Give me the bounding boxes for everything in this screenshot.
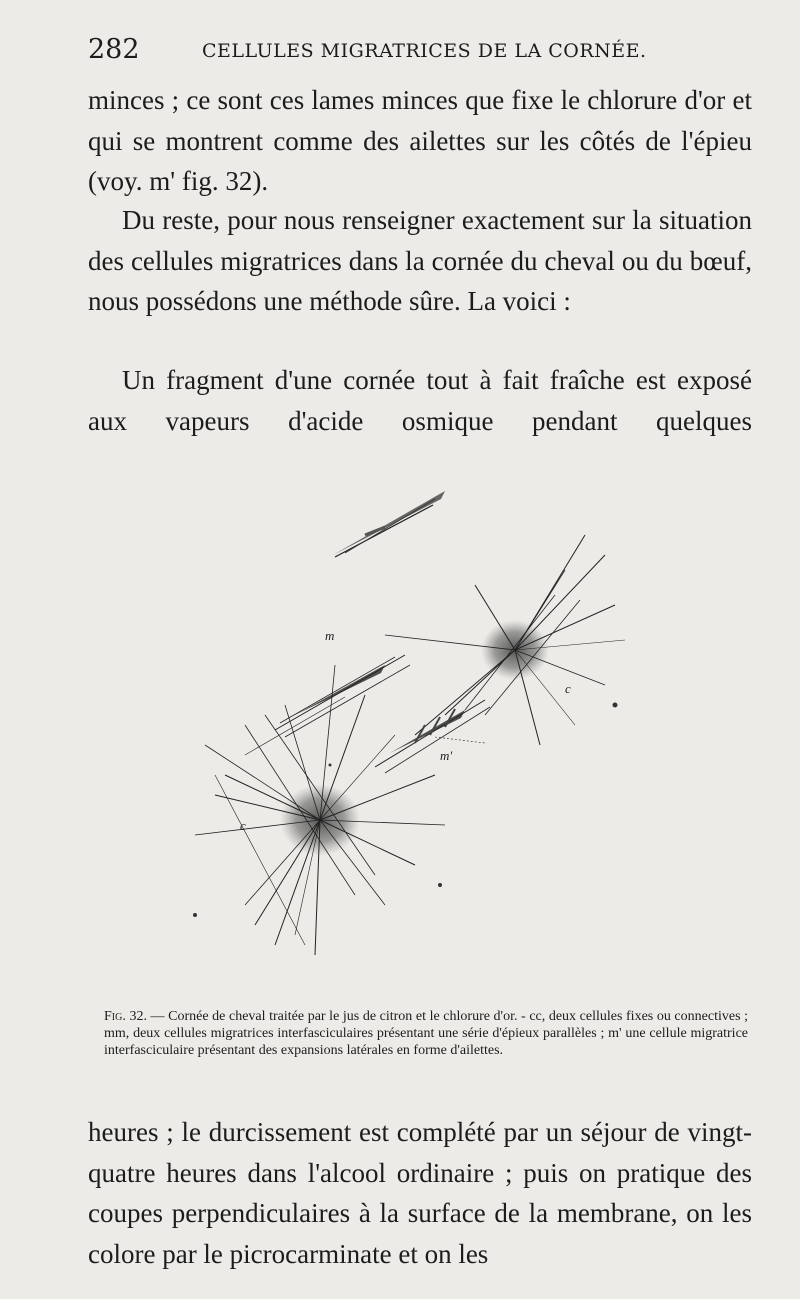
paragraph-1: minces ; ce sont ces lames minces que fixe le chlorure d'or et qui se montrent comme des ailettes sur les côtés de l'épieu (voy. m' fig. 32). [88, 85, 752, 197]
migratory-cell-winged [375, 700, 490, 773]
page-header [88, 34, 748, 70]
figure-32 [185, 475, 625, 975]
migratory-cell-upper [333, 491, 445, 557]
running-head: CELLULES MIGRATRICES DE LA CORNÉE. [202, 40, 647, 62]
figure-caption [104, 1008, 748, 1059]
paragraph-2: Du reste, pour nous renseigner exactement sur la situation des cellules migratrices dans la cornée du cheval ou du bœuf, nous possédons une méthode sûre. La voici : [88, 205, 752, 317]
caption-text: — Cornée de cheval traitée par le jus de citron et le chlorure d'or. - cc, deux cellules fixes ou connectives ; mm, deux cellules migratrices interfasciculaires présentant une série d'épieux parallèles ; m' une cellule migratrice interfasciculaire présentant des expansions latérales en forme d'ailettes. [104, 1009, 749, 1058]
fixed-cell-lower-left [195, 665, 445, 955]
figure-label-c-left: c [240, 818, 246, 833]
paragraph-3: Un fragment d'une cornée tout à fait fraîche est exposé aux vapeurs d'acide osmique pendant quelques [88, 365, 752, 436]
page-number: 282 [88, 34, 140, 65]
figure-label-m: m [325, 628, 335, 643]
caption-label: Fig. 32. [104, 1009, 147, 1024]
cornea-cells-illustration [185, 475, 625, 975]
figure-label-m-prime: m' [440, 748, 453, 763]
paragraph-4: heures ; le durcissement est complété par un séjour de vingt-quatre heures dans l'alcool ordinaire ; puis on pratique des coupes perpendiculaires à la surface de la membrane, on les colore par le picrocarminate et on les [88, 1117, 752, 1269]
figure-label-c-right: c [565, 681, 571, 696]
fixed-cell-upper-right [385, 535, 625, 745]
